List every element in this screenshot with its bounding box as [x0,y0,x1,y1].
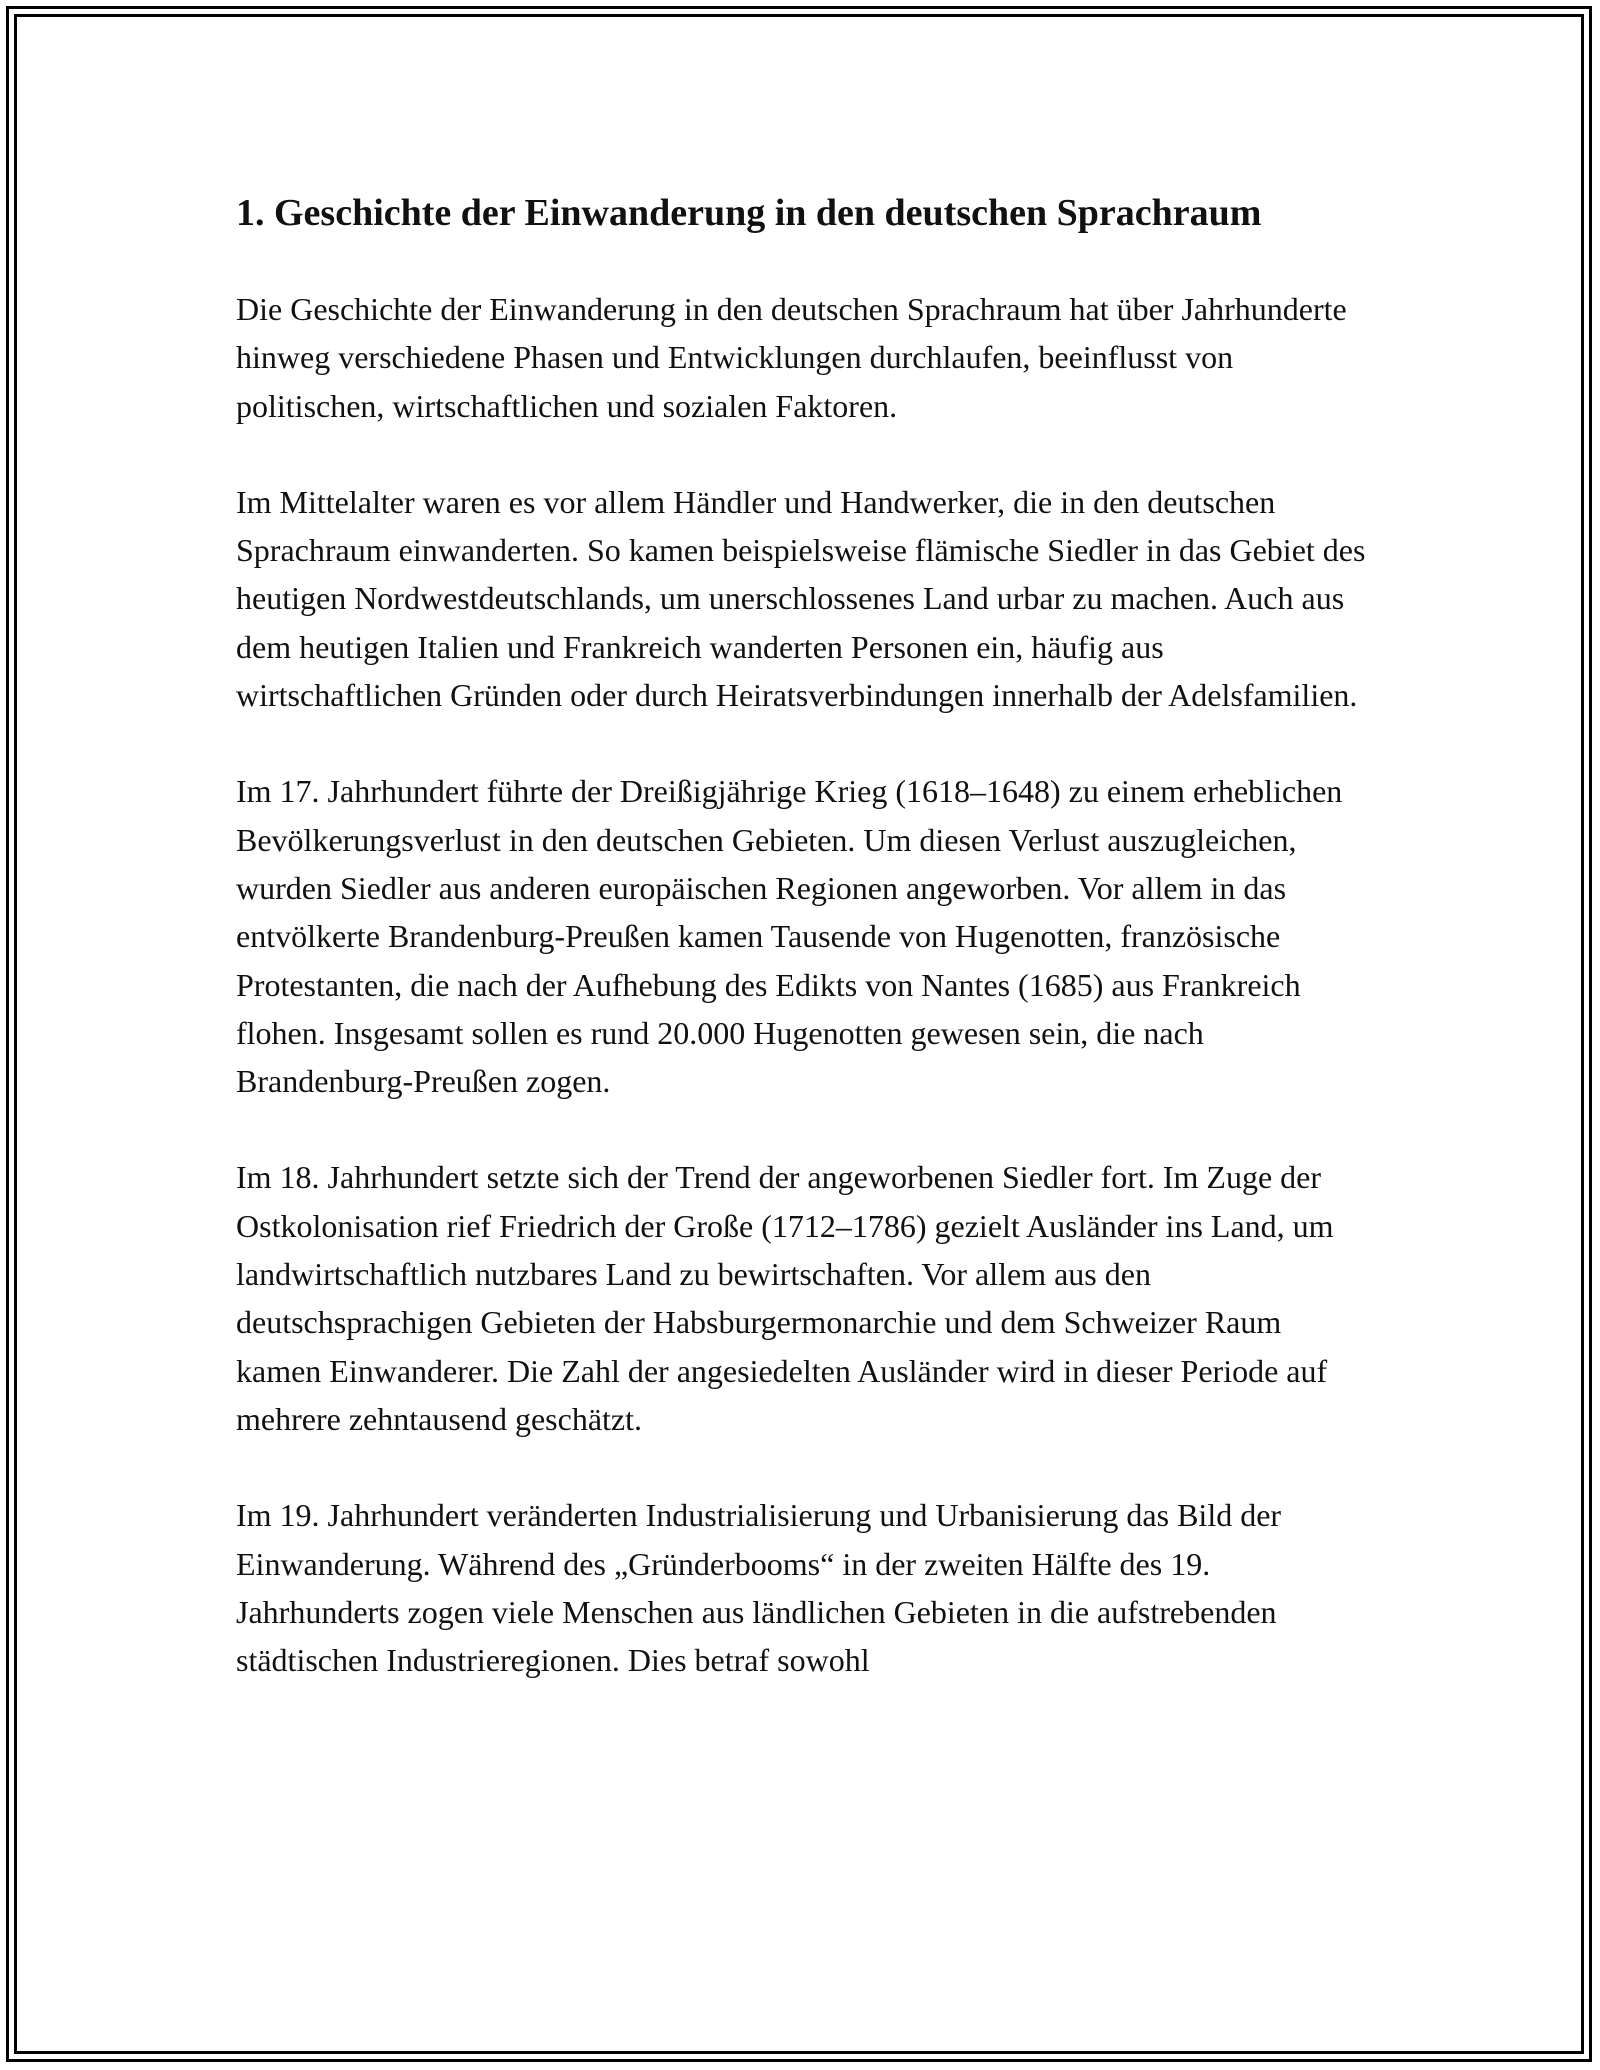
document-body [236,186,1366,1732]
section-heading: 1. Geschichte der Einwanderung in den deutschen Sprachraum [236,192,1262,234]
paragraph-intro: Die Geschichte der Einwanderung in den deutschen Sprachraum hat über Jahrhunderte hinweg verschiedene Phasen und Entwicklungen durchlaufen, beeinflusst von politischen, wirtschaftlichen und sozialen Faktoren. [236,291,1347,424]
paragraph-18th-century: Im 18. Jahrhundert setzte sich der Trend der angeworbenen Siedler fort. Im Zuge der Ostkolonisation rief Friedrich der Große (1712–1786) gezielt Ausländer ins Land, um landwirtschaftlich nutzbares Land zu bewirtschaften. Vor allem aus den deutschsprachigen Gebieten der Habsburgermonarchie und dem Schweizer Raum kamen Einwanderer. Die Zahl der angesiedelten Ausländer wird in dieser Periode auf mehrere zehntausend geschätzt. [236,1159,1334,1437]
paragraph-middle-ages: Im Mittelalter waren es vor allem Händler und Handwerker, die in den deutschen Sprachraum einwanderten. So kamen beispielsweise flämische Siedler in das Gebiet des heutigen Nordwestdeutschlands, um unerschlossenes Land urbar zu machen. Auch aus dem heutigen Italien und Frankreich wanderten Personen ein, häufig aus wirtschaftlichen Gründen oder durch Heiratsverbindungen innerhalb der Adelsfamilien. [236,483,1366,714]
paragraph-17th-century: Im 17. Jahrhundert führte der Dreißigjährige Krieg (1618–1648) zu einem erheblichen Bevölkerungsverlust in den deutschen Gebieten. Um diesen Verlust auszugleichen, wurden Siedler aus anderen europäischen Regionen angeworben. Vor allem in das entvölkerte Brandenburg-Preußen kamen Tausende von Hugenotten, französische Protestanten, die nach der Aufhebung des Edikts von Nantes (1685) aus Frankreich flohen. Insgesamt sollen es rund 20.000 Hugenotten gewesen sein, die nach Brandenburg-Preußen zogen. [236,773,1343,1100]
paragraph-19th-century: Im 19. Jahrhundert veränderten Industrialisierung und Urbanisierung das Bild der Einwanderung. Während des „Gründerbooms“ in der zweiten Hälfte des 19. Jahrhunderts zogen viele Menschen aus ländlichen Gebieten in die aufstrebenden städtischen Industrieregionen. Dies betraf sowohl [236,1497,1282,1679]
